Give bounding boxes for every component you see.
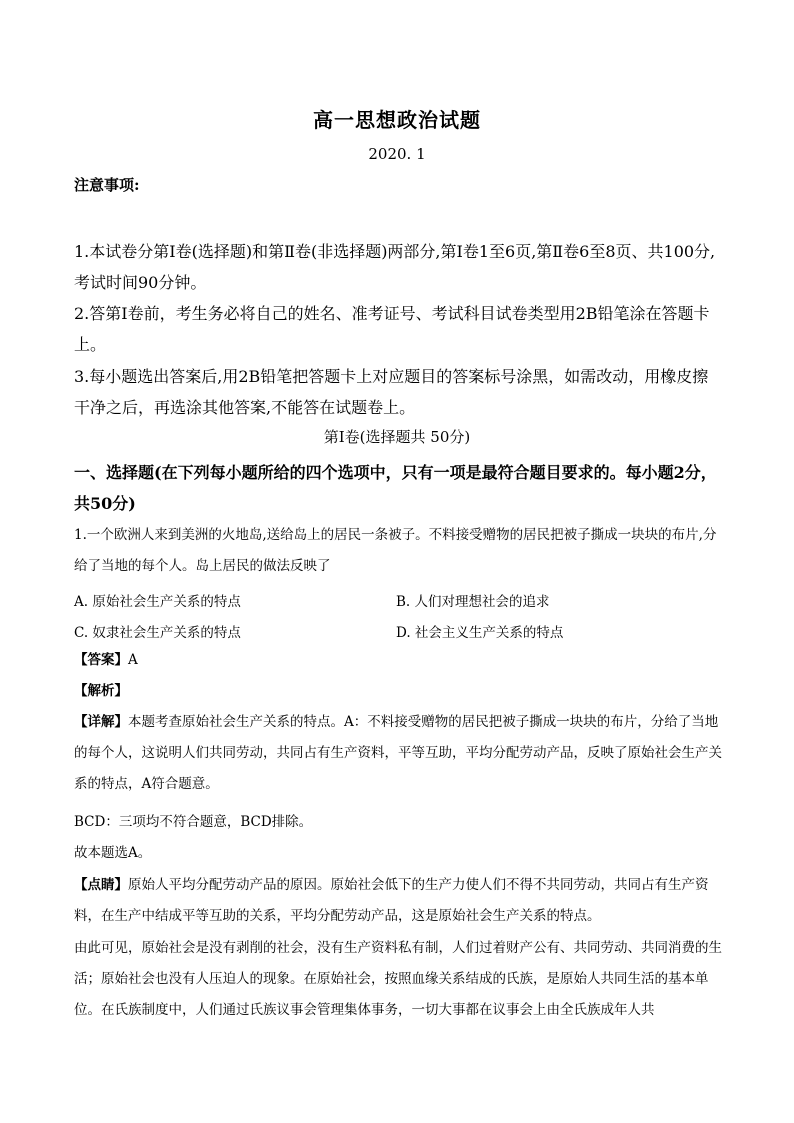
analysis-line	[74, 676, 724, 707]
notice-item-2: 2.答第Ⅰ卷前，考生务必将自己的姓名、准考证号、考试科目试卷类型用2B铅笔涂在答题卡上。	[74, 304, 710, 354]
option-d: D. 社会主义生产关系的特点	[396, 625, 564, 641]
point-paragraph	[74, 870, 724, 932]
answer-line	[74, 645, 724, 676]
notice-heading: 注意事项:	[74, 176, 140, 194]
page-title: 高一思想政治试题	[313, 108, 481, 132]
analysis-tag: 【解析】	[74, 683, 128, 699]
point-tag: 【点睛】	[74, 877, 128, 893]
detail-text: 本题考查原始社会生产关系的特点。A：不料接受赠物的居民把被子撕成一块块的布片，分给了当地的每个人，这说明人们共同劳动，共同占有生产资料，平等互助，平均分配劳动产品，反映了原始社会生产关系的特点，A符合题意。	[74, 714, 722, 792]
option-b: B. 人们对理想社会的追求	[396, 594, 550, 610]
answer-value: A	[128, 652, 138, 668]
section-title: 第Ⅰ卷(选择题共 50分)	[323, 428, 471, 446]
detail-tag: 【详解】	[74, 714, 128, 730]
exam-date: 2020. 1	[368, 145, 426, 163]
question-1-stem: 1.一个欧洲人来到美洲的火地岛,送给岛上的居民一条被子。不料接受赠物的居民把被子撕成一块块的布片,分给了当地的每个人。岛上居民的做法反映了	[74, 527, 717, 574]
option-a: A. 原始社会生产关系的特点	[74, 594, 241, 610]
extra-paragraph: 由此可见，原始社会是没有剥削的社会，没有生产资料私有制，人们过着财产公有、共同劳动、共同消费的生活；原始社会也没有人压迫人的现象。在原始社会，按照血缘关系结成的氏族，是原始人共同生活的基本单位。在氏族制度中，人们通过氏族议事会管理集体事务，一切大事都在议事会上由全氏族成年人共	[74, 940, 722, 1018]
answer-tag: 【答案】	[74, 652, 128, 668]
point-text: 原始人平均分配劳动产品的原因。原始社会低下的生产力使人们不得不共同劳动，共同占有生产资料，在生产中结成平等互助的关系，平均分配劳动产品，这是原始社会生产关系的特点。	[74, 877, 709, 924]
notice-item-1: 1.本试卷分第Ⅰ卷(选择题)和第Ⅱ卷(非选择题)两部分,第Ⅰ卷1至6页,第Ⅱ卷6至8页、共100分,考试时间90分钟。	[74, 242, 716, 292]
part-heading: 一、选择题(在下列每小题所给的四个选项中，只有一项是最符合题目要求的。每小题2分，共50分)	[74, 463, 717, 513]
bcd-line: BCD：三项均不符合题意，BCD排除。	[74, 814, 313, 830]
choose-line: 故本题选A。	[74, 845, 152, 861]
option-c: C. 奴隶社会生产关系的特点	[74, 625, 241, 641]
notice-item-3: 3.每小题选出答案后,用2B铅笔把答题卡上对应题目的答案标号涂黑，如需改动，用橡皮擦干净之后，再选涂其他答案,不能答在试题卷上。	[74, 367, 709, 417]
detail-paragraph	[74, 707, 724, 800]
